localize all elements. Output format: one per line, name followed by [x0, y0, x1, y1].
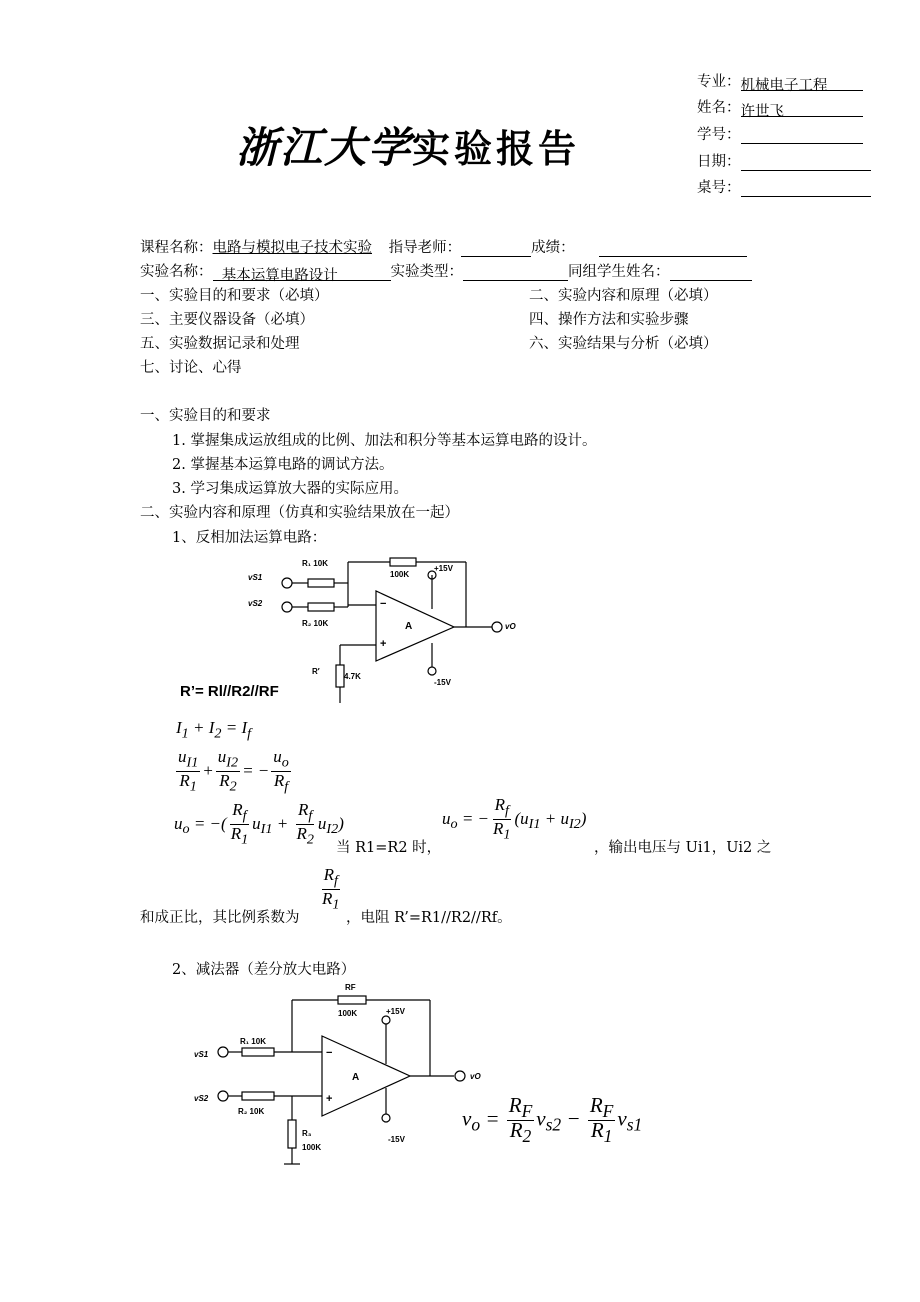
list-item: 2. 掌握基本运算电路的调试方法。	[172, 457, 394, 473]
minus-label: −	[326, 1047, 333, 1059]
experiment-line: 实验名称： 基本运算电路设计 实验类型： 同组学生姓名：	[140, 260, 752, 281]
equation-ratio: $\frac{R_f}{R_1}$	[322, 865, 340, 913]
resistor-formula: R’= Rl//R2//RF	[180, 683, 279, 700]
rp-value: 4.7K	[344, 672, 361, 681]
amp-label: A	[405, 621, 413, 632]
outline-item: 一、实验目的和要求（必填）	[140, 288, 329, 304]
rf-label: RF	[345, 983, 356, 992]
vs2-label: vS2	[248, 599, 263, 608]
vs1-label: vS1	[194, 1050, 209, 1059]
vpos-label: +15V	[386, 1007, 405, 1016]
report-title: 实验报告	[412, 126, 581, 171]
r1-label: R₁ 10K	[302, 559, 328, 568]
differential-amplifier-circuit	[190, 978, 490, 1173]
r3-label: R₃	[302, 1129, 312, 1138]
vo-label: vO	[505, 622, 516, 631]
equation-node: $\frac{u_{I1}}{R_1}$ + $\frac{u_{I2}}{R_2}$ = − $\frac{u_o}{R_f}$	[178, 747, 289, 795]
desk-field: 桌号：	[697, 176, 871, 197]
date-field: 日期：	[697, 150, 871, 171]
major-field: 专业：机械电子工程	[697, 70, 863, 91]
r2-label: R₂ 10K	[302, 619, 329, 628]
name-field: 姓名：许世飞	[697, 96, 863, 117]
equation-output: $u_o$ = −( $\frac{R_f}{R_1}$ $u_{I1}$ + $\frac{R_f}{R_2}$ $u_{I2}$)	[174, 800, 344, 848]
plus-label: +	[380, 638, 387, 650]
r2-label: R₂ 10K	[238, 1107, 265, 1116]
plus-label: +	[326, 1093, 333, 1105]
vneg-label: -15V	[434, 678, 451, 687]
equation-differential: $v_o$ = $\frac{R_F}{R_2}$ $v_{s2}$ − $\frac{R_F}{R_1}$ $v_{s1}$	[462, 1093, 643, 1147]
subsection-title: 1、反相加法运算电路：	[172, 530, 327, 546]
vneg-label: -15V	[388, 1135, 405, 1144]
university-logo: 浙江大学实验报告	[236, 123, 581, 172]
inverting-adder-circuit	[240, 545, 540, 705]
outline-item: 七、讨论、心得	[140, 360, 242, 376]
vs2-label: vS2	[194, 1094, 209, 1103]
text-proportional: 和成正比，其比例系数为	[140, 910, 300, 926]
r3-value: 100K	[302, 1143, 322, 1152]
text-resistor: ，电阻 R’=R1//R2//Rf。	[346, 910, 512, 926]
text-condition: 当 R1=R2 时，	[336, 840, 442, 856]
course-name: 电路与模拟电子技术实验	[212, 240, 372, 256]
outline-item: 三、主要仪器设备（必填）	[140, 312, 314, 328]
vpos-label: +15V	[434, 564, 453, 573]
r1-label: R₁ 10K	[240, 1037, 266, 1046]
experiment-name: 基本运算电路设计	[221, 268, 338, 284]
vs1-label: vS1	[248, 573, 263, 582]
text-output: ，输出电压与 Ui1，Ui2 之	[594, 840, 772, 856]
section-title: 一、实验目的和要求	[140, 408, 271, 424]
equation-simplified: $u_o$ = − $\frac{R_f}{R_1}$ $(u_{I1} + u_{I2})$	[442, 795, 587, 843]
rp-label: R′	[312, 667, 320, 676]
rf-label: 100K	[390, 570, 410, 579]
outline-item: 四、操作方法和实验步骤	[529, 312, 689, 328]
minus-label: −	[380, 598, 387, 610]
outline-item: 五、实验数据记录和处理	[140, 336, 300, 352]
amp-label: A	[352, 1072, 360, 1083]
equation-currents: $I_1 + I_2 = I_f$	[176, 718, 252, 742]
outline-item: 二、实验内容和原理（必填）	[529, 288, 718, 304]
rf-value: 100K	[338, 1009, 358, 1018]
section-title: 二、实验内容和原理（仿真和实验结果放在一起）	[140, 505, 459, 521]
course-line: 课程名称：电路与模拟电子技术实验 指导老师： 成绩：	[140, 236, 747, 257]
student-id-field: 学号：	[697, 123, 863, 144]
list-item: 1. 掌握集成运放组成的比例、加法和积分等基本运算电路的设计。	[172, 433, 597, 449]
subsection-title: 2、减法器（差分放大电路）	[172, 962, 356, 978]
outline-item: 六、实验结果与分析（必填）	[529, 336, 718, 352]
vo-label: vO	[470, 1072, 481, 1081]
list-item: 3. 学习集成运算放大器的实际应用。	[172, 481, 408, 497]
